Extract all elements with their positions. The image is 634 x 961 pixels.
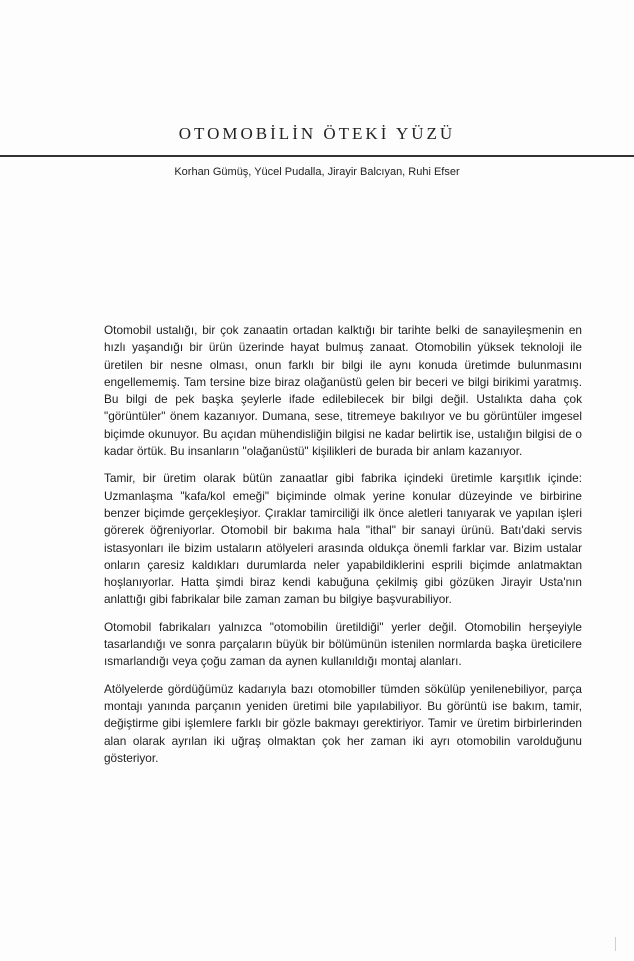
article-title: OTOMOBİLİN ÖTEKİ YÜZÜ [178,124,456,143]
paragraph-2: Tamir, bir üretim olarak bütün zanaatlar gibi fabrika içindeki üretimle karşıtlık içinde: Uzmanlaşma "kafa/kol emeği" biçiminde olmak yerine konular düzeyinde ve birbirine benzer biçimde gerçekleşiyor. Çıraklar tamirciliği ilk önce aletleri tanıyarak ve yapılan işleri görerek öğreniyorlar. Otomobil bir bakıma hala "ithal" bir sanayi ürünü. Batı'daki servis istasyonları ile bizim ustaların atölyeleri arasında oldukça önemli farklar var. Bizim ustalar onların çaresiz kaldıkları durumlarda neler yapabildiklerini esprili biçimde anlatmaktan hoşlanıyorlar. Hatta şimdi biraz kendi kabuğuna çekilmiş gibi gözüken Jirayir Usta'nın anlattığı gibi fabrikalar bile zaman zaman bu bilgiye başvurabiliyor. [104,471,582,607]
paragraph-3: Otomobil fabrikaları yalnızca "otomobilin üretildiği" yerler değil. Otomobilin herşeyiyle tasarlandığı ve sonra parçaların büyük bir bölümünün istenilen normlarda başka üreticilere ısmarlandığı veya çoğu zaman da aynen kullanıldığı montaj alanları. [104,619,582,669]
paragraph-4: Atölyelerde gördüğümüz kadarıyla bazı otomobiller tümden sökülüp yenilenebiliyor, parça montajı yanında parçanın yeniden üretimi bile yapılabiliyor. Bu görüntü ise bakım, tamir, değiştirme gibi işlemlere farklı bir gözle bakmayı gerektiriyor. Tamir ve üretim birbirlerinden alan olarak ayrılan iki uğraş olmaktan çok her zaman iki ayrı otomobilin varolduğunu gösteriyor. [104,681,582,765]
author-line: Korhan Gümüş, Yücel Pudalla, Jirayir Balcıyan, Ruhi Efser [174,166,460,178]
article-body [104,322,582,777]
paragraph-1: Otomobil ustalığı, bir çok zanaatin ortadan kalktığı bir tarihte belki de sanayileşmenin en hızlı yaşandığı bir ürün üzerinde hayat bulmuş zanaat. Otomobilin yüksek teknoloji ile üretilen bir nesne olması, onun farklı bir bilgi ile aynı konuda üretimde bulunmasını engellememiş. Tam tersine bize biraz olağanüstü gelen bir beceri ve bilgi birikimi yaratmış. Bu bilgi de pek başka şeylerle ifade edilebilecek bir bilgi değil. Ustalıkta daha çok "görüntüler" önem kazanıyor. Dumana, sese, titremeye bakılıyor ve bu görüntüler imgesel biçimde okunuyor. Bu açıdan mühendisliğin bilgisi ne kadar belirtik ise, ustalığın bilgisi de o kadar örtük. Bu insanların "olağanüstü" kişilikleri de burada bir anlam kazanıyor. [104,323,582,459]
title-rule [0,155,634,157]
scan-mark [615,937,616,951]
